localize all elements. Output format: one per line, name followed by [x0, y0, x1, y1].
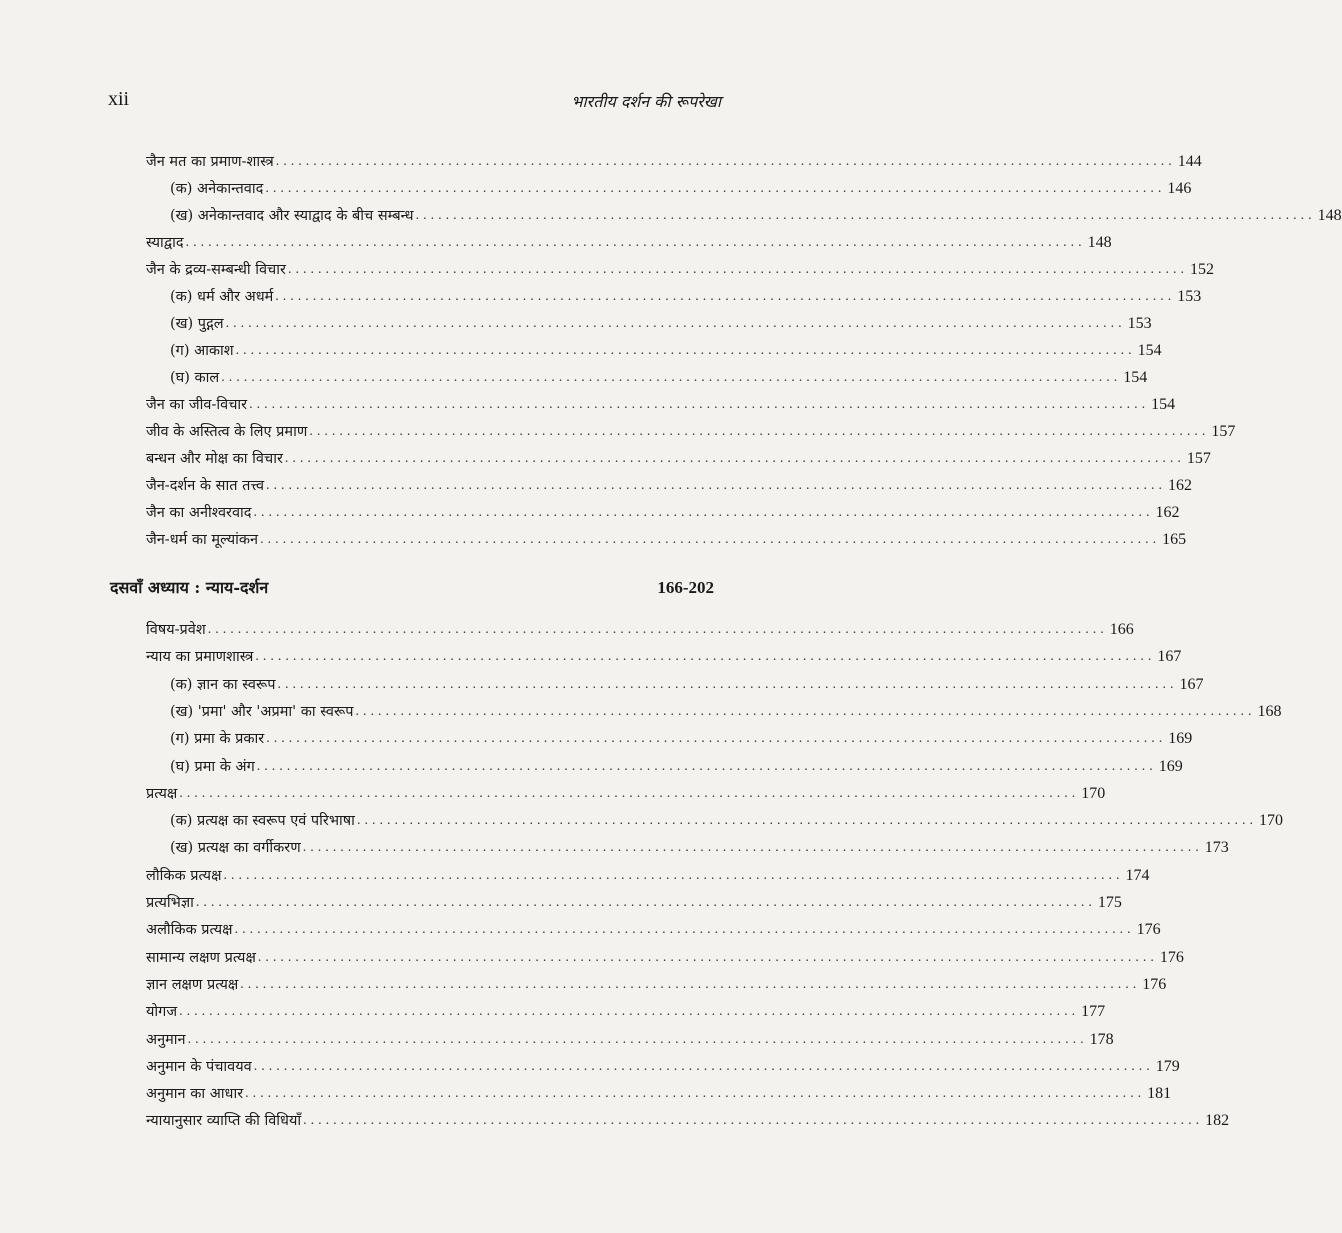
toc-entry — [146, 860, 1150, 886]
dot-leader: ........................................................................................................................ — [309, 424, 1210, 439]
toc-entry-label: जैन-धर्म का मूल्यांकन — [146, 532, 259, 548]
toc-entry — [170, 200, 1342, 226]
dot-leader: ........................................................................................................................ — [185, 235, 1086, 250]
toc-entry-label: (क) धर्म और अधर्म — [170, 289, 274, 305]
toc-entry — [170, 362, 1148, 388]
toc-entry-page: 177 — [1081, 1003, 1106, 1021]
toc-entry-page: 152 — [1189, 261, 1214, 278]
toc-entry — [146, 1024, 1114, 1050]
toc-entry-label: न्यायानुसार व्याप्ति की विधियाँ — [146, 1113, 302, 1130]
toc-entry-page: 173 — [1204, 839, 1229, 857]
toc-entry — [170, 805, 1283, 831]
dot-leader: ........................................................................................................................ — [256, 758, 1157, 774]
toc-entry — [146, 778, 1106, 804]
toc-entry-label: जैन-दर्शन के सात तत्त्व — [146, 478, 265, 494]
dot-leader: ........................................................................................................................ — [260, 532, 1161, 547]
dot-leader: ........................................................................................................................ — [187, 1031, 1088, 1047]
toc-entry-page: 169 — [1158, 757, 1183, 775]
toc-entry-page: 146 — [1167, 180, 1192, 197]
toc-entry-label: जैन का अनीश्वरवाद — [146, 505, 252, 521]
toc-entry-label: अनुमान के पंचावयव — [146, 1058, 252, 1075]
toc-entry-page: 165 — [1162, 531, 1187, 548]
dot-leader: ........................................................................................................................ — [302, 840, 1203, 856]
toc-entry — [146, 254, 1214, 280]
page-number: xii — [108, 88, 130, 110]
toc-entry-page: 176 — [1159, 948, 1184, 966]
toc-entry — [146, 614, 1134, 640]
toc-entry-page: 144 — [1177, 153, 1202, 170]
page-header — [108, 88, 721, 114]
toc-entry-label: न्याय का प्रमाणशास्त्र — [146, 649, 254, 666]
toc-entry-label: अनुमान का आधार — [146, 1086, 244, 1103]
toc-entry-label: ज्ञान लक्षण प्रत्यक्ष — [146, 976, 239, 993]
running-title: भारतीय दर्शन की रूपरेखा — [571, 92, 721, 111]
toc-entry — [146, 1051, 1180, 1077]
toc-entry-label: (क) प्रत्यक्ष का स्वरूप एवं परिभाषा — [170, 813, 355, 830]
toc-entry-page: 154 — [1151, 396, 1176, 413]
dot-leader: ........................................................................................................................ — [235, 343, 1136, 358]
dot-leader: ........................................................................................................................ — [179, 785, 1080, 801]
toc-entry-label: (क) अनेकान्तवाद — [170, 181, 264, 197]
toc-entry-label: (क) ज्ञान का स्वरूप — [170, 676, 276, 693]
toc-entry-label: जैन का जीव-विचार — [146, 397, 248, 413]
toc-entry — [146, 1078, 1172, 1104]
toc-entry — [170, 669, 1204, 695]
toc-entry-label: जैन के द्रव्य-सम्बन्धी विचार — [146, 262, 286, 278]
dot-leader: ........................................................................................................................ — [277, 676, 1178, 692]
toc-entry-label: (ग) प्रमा के प्रकार — [170, 731, 265, 748]
toc-entry-page: 148 — [1317, 207, 1342, 224]
toc-entry-page: 157 — [1186, 450, 1211, 467]
dot-leader: ........................................................................................................................ — [207, 622, 1108, 637]
dot-leader: ........................................................................................................................ — [266, 731, 1167, 747]
toc-entry-label: (ख) प्रत्यक्ष का वर्गीकरण — [170, 840, 301, 857]
toc-entry-page: 174 — [1125, 866, 1150, 884]
dot-leader: ........................................................................................................................ — [225, 316, 1126, 331]
toc-entry-label: (घ) प्रमा के अंग — [170, 758, 255, 775]
toc-entry-page: 179 — [1155, 1057, 1180, 1075]
toc-entry-label: (ख) पुद्गल — [170, 316, 224, 332]
toc-entry-label: योगज — [146, 1004, 178, 1021]
toc-entry-page: 154 — [1137, 342, 1162, 359]
toc-entry — [146, 942, 1184, 968]
dot-leader: ........................................................................................................................ — [275, 289, 1176, 304]
toc-entry-label: प्रत्यक्ष — [146, 785, 178, 802]
toc-entry-page: 170 — [1081, 784, 1106, 802]
toc-entry-label: जीव के अस्तित्व के लिए प्रमाण — [146, 424, 308, 440]
toc-entry — [146, 641, 1182, 667]
toc-entry-page: 176 — [1136, 921, 1161, 939]
toc-entry-page: 148 — [1087, 234, 1112, 251]
toc-entry-page: 167 — [1157, 648, 1182, 666]
chapter-page-range: 166-202 — [657, 578, 714, 597]
toc-entry — [170, 308, 1152, 334]
dot-leader: ........................................................................................................................ — [265, 181, 1166, 196]
toc-entry — [146, 914, 1161, 940]
toc-entry-label: (ख) अनेकान्तवाद और स्याद्वाद के बीच सम्बन्ध — [170, 208, 414, 224]
toc-entry-label: (ग) आकाश — [170, 343, 234, 359]
toc-entry — [170, 751, 1183, 777]
toc-entry-page: 167 — [1179, 675, 1204, 693]
toc-entry-label: अलौकिक प्रत्यक्ष — [146, 922, 233, 939]
toc-entry-label: सामान्य लक्षण प्रत्यक्ष — [146, 949, 256, 966]
chapter-title: दसवाँ अध्याय : न्याय-दर्शन — [110, 578, 269, 597]
toc-entry-label: अनुमान — [146, 1031, 186, 1048]
toc-entry — [170, 696, 1282, 722]
toc-entry-label: (घ) काल — [170, 370, 220, 386]
dot-leader: ........................................................................................................................ — [223, 867, 1124, 883]
toc-entry — [146, 996, 1106, 1022]
toc-entry-page: 166 — [1109, 621, 1134, 638]
dot-leader: ........................................................................................................................ — [356, 813, 1257, 829]
toc-entry-page: 178 — [1089, 1030, 1114, 1048]
toc-entry — [146, 227, 1112, 253]
dot-leader: ........................................................................................................................ — [355, 703, 1256, 719]
toc-entry-label: स्याद्वाद — [146, 235, 184, 251]
toc-entry-page: 154 — [1123, 369, 1148, 386]
dot-leader: ........................................................................................................................ — [253, 505, 1154, 520]
toc-entry — [146, 1105, 1230, 1131]
dot-leader: ........................................................................................................................ — [287, 262, 1188, 277]
chapter-heading — [110, 570, 714, 598]
toc-entry — [146, 470, 1193, 496]
toc-entry-label: जैन मत का प्रमाण-शास्त्र — [146, 154, 274, 170]
toc-entry — [170, 832, 1229, 858]
dot-leader: ........................................................................................................................ — [284, 451, 1185, 466]
toc-entry-label: (ख) 'प्रमा' और 'अप्रमा' का स्वरूप — [170, 703, 354, 720]
dot-leader: ........................................................................................................................ — [245, 1086, 1146, 1102]
toc-entry-page: 168 — [1257, 702, 1282, 720]
dot-leader: ........................................................................................................................ — [275, 154, 1176, 169]
toc-entry — [170, 281, 1202, 307]
toc-entry-page: 162 — [1155, 504, 1180, 521]
toc-entry — [146, 416, 1236, 442]
toc-entry — [146, 524, 1187, 550]
dot-leader: ........................................................................................................................ — [249, 397, 1150, 412]
toc-entry-page: 162 — [1168, 477, 1193, 494]
dot-leader: ........................................................................................................................ — [255, 649, 1156, 665]
toc-entry-page: 153 — [1127, 315, 1152, 332]
toc-entry — [146, 497, 1180, 523]
dot-leader: ........................................................................................................................ — [234, 922, 1135, 938]
dot-leader: ........................................................................................................................ — [415, 208, 1316, 223]
toc-entry — [146, 389, 1176, 415]
toc-entry — [146, 887, 1122, 913]
toc-entry — [146, 443, 1211, 469]
toc-entry-page: 157 — [1211, 423, 1236, 440]
toc-entry-page: 182 — [1205, 1112, 1230, 1130]
toc-entry-page: 169 — [1168, 730, 1193, 748]
toc-entry-label: लौकिक प्रत्यक्ष — [146, 867, 222, 884]
toc-entry — [170, 173, 1192, 199]
toc-entry-page: 181 — [1147, 1085, 1172, 1103]
dot-leader: ........................................................................................................................ — [240, 976, 1141, 992]
toc-entry-page: 153 — [1177, 288, 1202, 305]
toc-entry-label: विषय-प्रवेश — [146, 622, 206, 638]
dot-leader: ........................................................................................................................ — [253, 1058, 1154, 1074]
toc-entry-page: 176 — [1142, 975, 1167, 993]
toc-entry — [146, 969, 1167, 995]
dot-leader: ........................................................................................................................ — [257, 949, 1158, 965]
dot-leader: ........................................................................................................................ — [221, 370, 1122, 385]
toc-entry-page: 170 — [1258, 812, 1283, 830]
toc-entry — [146, 146, 1202, 172]
dot-leader: ........................................................................................................................ — [179, 1004, 1080, 1020]
toc-entry-label: बन्धन और मोक्ष का विचार — [146, 451, 283, 467]
toc-entry-page: 175 — [1097, 894, 1122, 911]
dot-leader: ........................................................................................................................ — [195, 895, 1096, 910]
toc-entry — [170, 335, 1162, 361]
toc-entry — [170, 723, 1193, 749]
dot-leader: ........................................................................................................................ — [266, 478, 1167, 493]
dot-leader: ........................................................................................................................ — [303, 1113, 1204, 1129]
toc-entry-label: प्रत्यभिज्ञा — [146, 895, 194, 911]
